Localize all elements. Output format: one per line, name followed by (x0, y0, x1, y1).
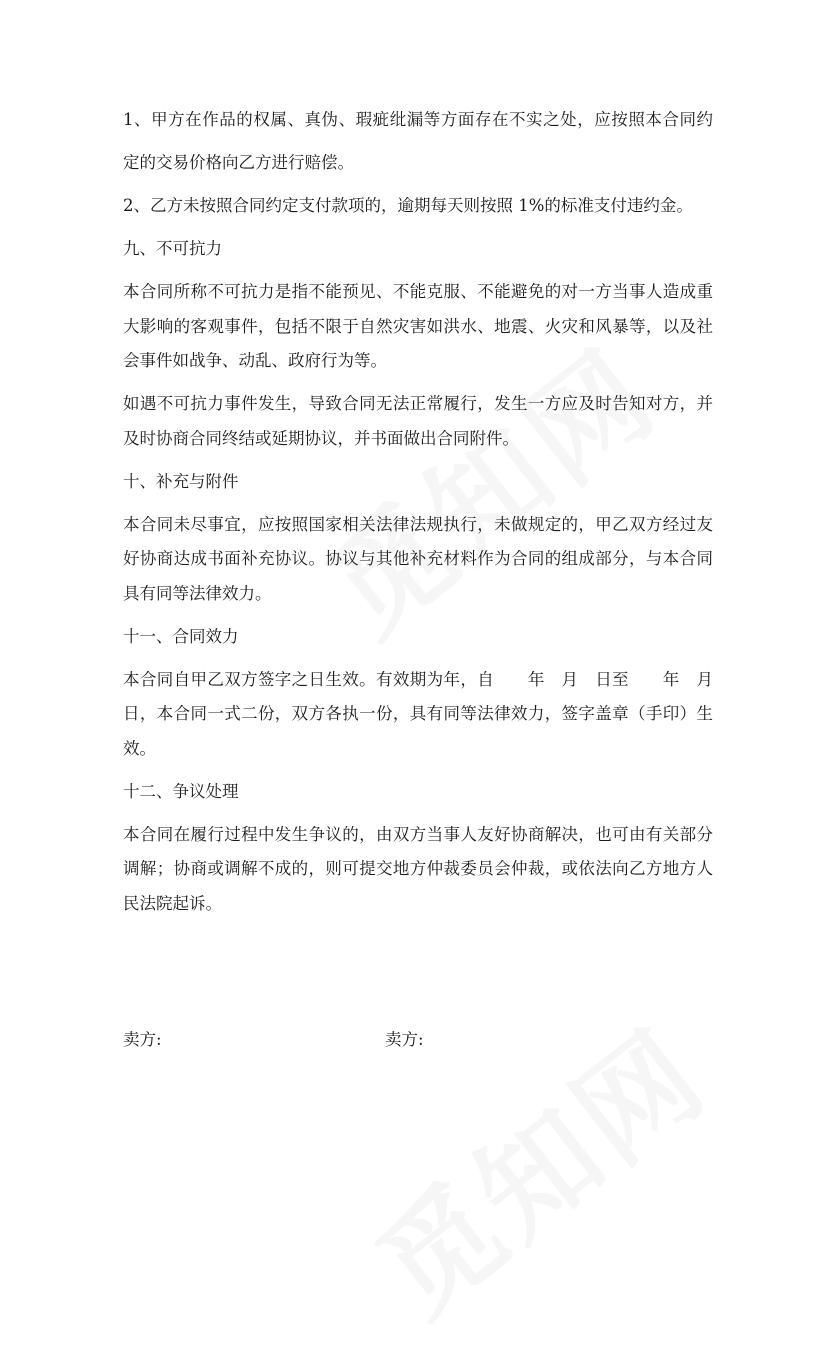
paragraph-line: 会事件如战争、动乱、政府行为等。 (123, 351, 387, 370)
clause-1-line: 1、甲方在作品的权属、真伪、瑕疵纰漏等方面存在不实之处，应按照本合同约 (123, 110, 713, 129)
section-heading: 十、补充与附件 (123, 471, 239, 491)
seller-signature-label: 卖方: (385, 1030, 424, 1049)
paragraph-line: 具有同等法律效力。 (123, 583, 272, 603)
paragraph-line: 民法院起诉。 (123, 893, 222, 913)
paragraph-line: 日，本合同一式二份，双方各执一份，具有同等法律效力，签字盖章（手印）生 (123, 704, 713, 723)
section-heading: 九、不可抗力 (123, 239, 222, 258)
paragraph-line: 大影响的客观事件，包括不限于自然灾害如洪水、地震、火灾和风暴等，以及社 (123, 316, 713, 336)
paragraph-line: 本合同在履行过程中发生争议的，由双方当事人友好协商解决，也可由有关部分 (123, 824, 713, 844)
signature-block (123, 1023, 713, 1057)
seller-signature-label: 卖方: (123, 1030, 162, 1049)
section-heading: 十一、合同效力 (123, 626, 239, 646)
paragraph-line: 本合同所称不可抗力是指不能预见、不能克服、不能避免的对一方当事人造成重 (123, 282, 713, 301)
section-heading: 十二、争议处理 (123, 781, 239, 801)
paragraph-line: 如遇不可抗力事件发生，导致合同无法正常履行，发生一方应及时告知对方，并 (123, 394, 713, 413)
paragraph-line: 本合同自甲乙双方签字之日生效。有效期为年，自 年 月 日至 年 月 (123, 669, 713, 689)
contract-body (123, 103, 713, 921)
paragraph-line: 好协商达成书面补充协议。协议与其他补充材料作为合同的组成部分，与本合同 (123, 549, 713, 568)
paragraph-line: 本合同未尽事宜，应按照国家相关法律法规执行，未做规定的，甲乙双方经过友 (123, 514, 713, 534)
paragraph-line: 及时协商合同终结或延期协议，并书面做出合同附件。 (123, 428, 519, 448)
clause-2-line: 2、乙方未按照合同约定支付款项的，逾期每天则按照 1%的标准支付违约金。 (123, 196, 693, 215)
paragraph-line: 调解；协商或调解不成的，则可提交地方仲裁委员会仲裁，或依法向乙方地方人 (123, 859, 713, 878)
clause-1-line: 定的交易价格向乙方进行赔偿。 (123, 153, 354, 172)
paragraph-line: 效。 (123, 738, 156, 758)
